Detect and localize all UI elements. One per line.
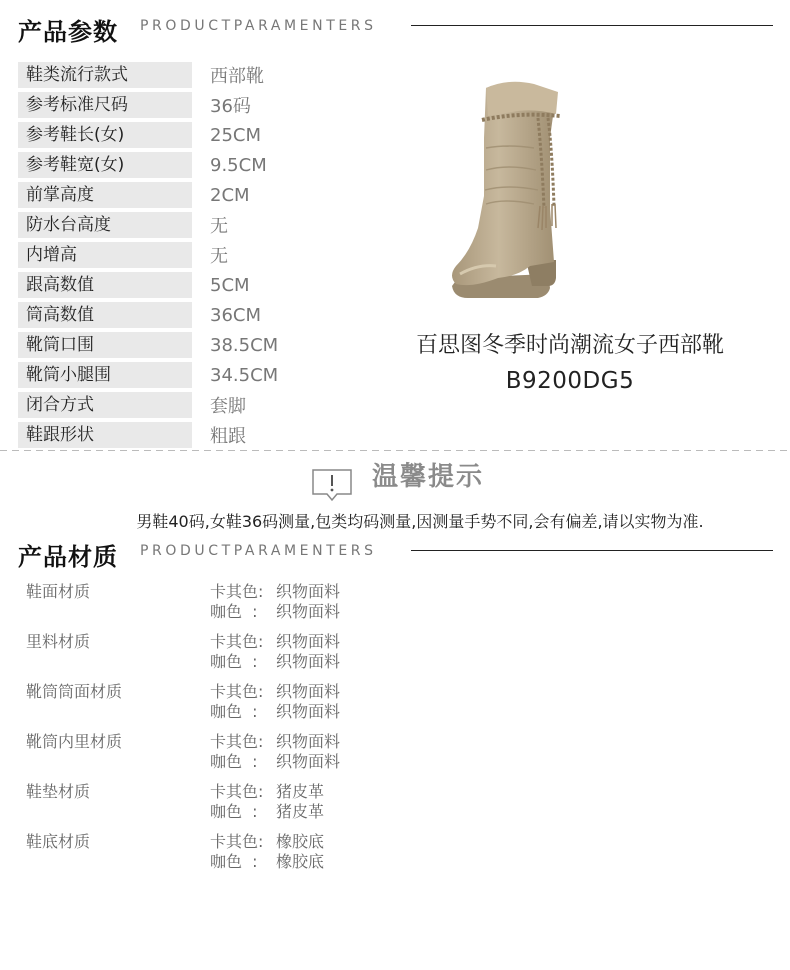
spec-value: 套脚 [210,396,246,417]
spec-label: 防水台高度 [18,212,192,238]
spec-label: 靴筒小腿围 [18,362,192,388]
spec-label: 前掌高度 [18,182,192,208]
material-row [26,732,626,782]
spec-label: 参考鞋宽(女) [18,152,192,178]
material-color: 咖色 : [210,602,258,621]
spec-label: 参考鞋长(女) [18,122,192,148]
spec-label: 靴筒口围 [18,332,192,358]
material-line [210,802,324,822]
material-type: 猪皮革 [276,802,325,821]
spec-value: 25CM [210,124,262,146]
material-row [26,632,626,682]
material-line [210,582,340,602]
material-color: 卡其色: [210,782,264,801]
tip-title: 温馨提示 [372,462,485,492]
spec-row [18,420,398,450]
material-type: 织物面料 [276,682,341,701]
material-values [210,732,340,782]
material-type: 织物面料 [276,652,341,671]
material-type: 猪皮革 [276,782,325,801]
spec-value: 36码 [210,96,251,117]
material-type: 织物面料 [276,702,341,721]
spec-value: 9.5CM [210,154,267,176]
spec-value: 粗跟 [210,426,246,447]
spec-value: 5CM [210,274,250,296]
spec-value: 西部靴 [210,66,264,87]
spec-row [18,180,398,210]
material-line [210,602,340,622]
spec-value: 38.5CM [210,334,279,356]
spec-label: 鞋跟形状 [18,422,192,448]
spec-row [18,270,398,300]
material-line [210,682,340,702]
section-divider [411,25,773,26]
spec-row [18,390,398,420]
spec-label: 闭合方式 [18,392,192,418]
material-type: 橡胶底 [276,852,325,871]
spec-table [18,60,398,450]
section-title-materials: 产品材质 [18,543,118,571]
spec-label: 内增高 [18,242,192,268]
section-subtitle-params: PRODUCTPARAMENTERS [140,18,377,34]
material-line [210,702,340,722]
material-line [210,732,340,752]
materials-table [26,582,626,882]
material-line [210,652,340,672]
spec-label: 跟高数值 [18,272,192,298]
material-color: 卡其色: [210,732,264,751]
material-label: 里料材质 [26,632,91,651]
material-row [26,582,626,632]
spec-row [18,240,398,270]
material-color: 咖色 : [210,652,258,671]
material-row [26,682,626,732]
section-divider [411,550,773,551]
material-values [210,682,340,732]
spec-label: 筒高数值 [18,302,192,328]
material-color: 卡其色: [210,832,264,851]
material-color: 卡其色: [210,582,264,601]
material-type: 织物面料 [276,582,341,601]
spec-row [18,360,398,390]
material-color: 咖色 : [210,802,258,821]
material-color: 咖色 : [210,702,258,721]
material-label: 鞋垫材质 [26,782,91,801]
material-type: 织物面料 [276,632,341,651]
spec-value: 36CM [210,304,262,326]
product-name: 百思图冬季时尚潮流女子西部靴 [415,333,724,358]
material-color: 咖色 : [210,852,258,871]
section-subtitle-materials: PRODUCTPARAMENTERS [140,543,377,559]
spec-row [18,90,398,120]
material-line [210,632,340,652]
material-values [210,632,340,682]
tip-text: 男鞋40码,女鞋36码测量,包类均码测量,因测量手势不同,会有偏差,请以实物为准. [136,512,704,531]
material-type: 织物面料 [276,602,341,621]
material-line [210,832,324,852]
spec-value: 无 [210,246,228,267]
material-values [210,782,324,832]
material-row [26,832,626,882]
material-color: 咖色 : [210,752,258,771]
product-model: B9200DG5 [505,368,635,394]
spec-value: 2CM [210,184,250,206]
spec-value: 34.5CM [210,364,279,386]
spec-row [18,300,398,330]
spec-value: 无 [210,216,228,237]
spec-row [18,210,398,240]
spec-row [18,150,398,180]
material-line [210,752,340,772]
material-row [26,782,626,832]
material-label: 靴筒筒面材质 [26,682,123,701]
spec-row [18,330,398,360]
material-label: 靴筒内里材质 [26,732,123,751]
material-values [210,582,340,632]
material-color: 卡其色: [210,632,264,651]
spec-row [18,120,398,150]
spec-label: 参考标准尺码 [18,92,192,118]
material-line [210,852,324,872]
spec-label: 鞋类流行款式 [18,62,192,88]
material-label: 鞋面材质 [26,582,91,601]
section-title-params: 产品参数 [18,18,118,46]
material-type: 织物面料 [276,732,341,751]
exclamation-icon [311,468,353,502]
spec-row [18,60,398,90]
dashed-divider [0,450,790,451]
material-values [210,832,324,882]
material-color: 卡其色: [210,682,264,701]
material-label: 鞋底材质 [26,832,91,851]
material-type: 橡胶底 [276,832,325,851]
material-type: 织物面料 [276,752,341,771]
material-line [210,782,324,802]
boot-image [438,78,568,308]
